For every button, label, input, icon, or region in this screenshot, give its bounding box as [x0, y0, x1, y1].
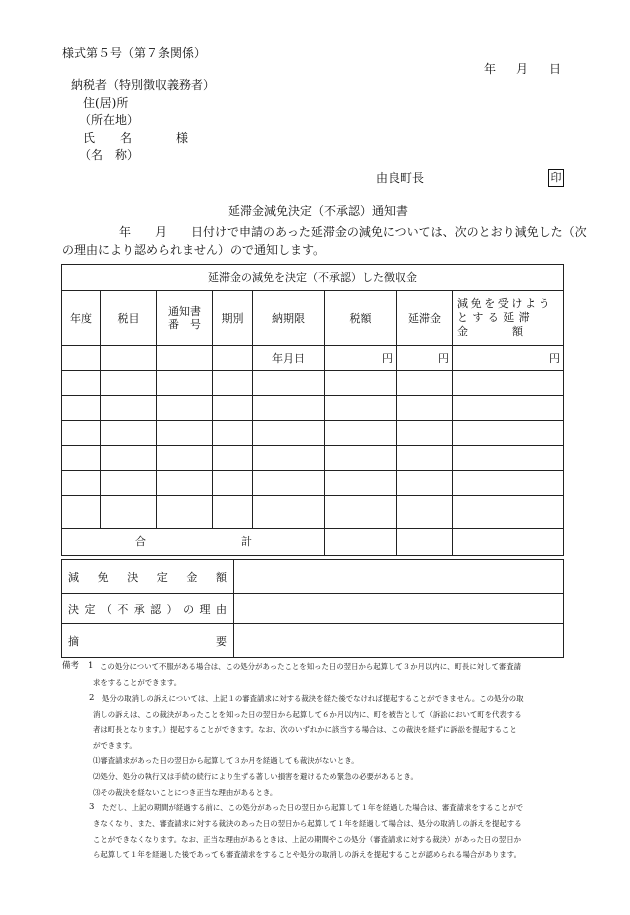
- remarks-value: [234, 624, 564, 658]
- table-row: [62, 471, 564, 496]
- recipient-entity-label: （名 称）: [79, 148, 140, 162]
- note-2-item-1: ⑴審査請求があった日の翌日から起算して３か月を経過しても裁決がないとき。: [93, 756, 359, 766]
- note-3-line-d: ら起算して１年を経過した後であっても審査請求をすることや処分の取消しの訴えを提起することが認められる場合があります。: [93, 850, 521, 860]
- table-row: [62, 396, 564, 421]
- decision-amount-value: [234, 560, 564, 594]
- col-late-fee: 延滞金: [397, 291, 453, 346]
- notes-section: [62, 659, 582, 863]
- decision-reason-value: [234, 594, 564, 624]
- col-tax-amount: 税額: [325, 291, 397, 346]
- note-1-number: 1: [88, 661, 94, 671]
- note-1-line-a: この処分について不服がある場合は、この処分があったことを知った日の翌日から起算して３か月以内に、町長に対して審査請: [100, 662, 522, 671]
- note-2-line-c: 者は町長となります。）提起することができます。なお、次のいずれかに該当する場合は、この裁決を経ずに訴訟を提起すること: [93, 725, 517, 735]
- col-reduction-line-1: 減免を受けよう: [457, 297, 553, 310]
- note-2-line-b: 消しの訴えは、この裁決があったことを知った日の翌日から起算して６か月以内に、町を被告として（訴訟において町を代表する: [93, 709, 522, 719]
- note-2-item-3: ⑶その裁決を経ないことにつき正当な理由があるとき。: [93, 787, 278, 797]
- unit-date: 年月日: [253, 346, 325, 371]
- unit-yen-reduction: 円: [453, 346, 564, 371]
- date-month-label: 月: [516, 62, 529, 76]
- table-row: [62, 346, 564, 371]
- col-period: 期別: [213, 291, 253, 346]
- table-row: [62, 421, 564, 446]
- note-2-number: 2: [89, 692, 95, 703]
- col-reduction-amount: [453, 291, 564, 346]
- col-notice-number: [157, 291, 213, 346]
- table-row: [62, 371, 564, 396]
- recipient-location-label: （所在地）: [79, 113, 140, 127]
- total-label: [62, 529, 325, 556]
- intro-line-2: の理由により認められません）ので通知します。: [62, 243, 326, 257]
- col-reduction-line-2: とする延滞: [457, 311, 534, 324]
- col-fiscal-year: 年度: [62, 291, 101, 346]
- decision-table: [61, 559, 564, 658]
- note-3-line-b: きなくなり、また、審査請求に対する裁決のあった日の翌日から起算して１年を経過して場合は、処分の取消しの訴えを提起する: [93, 819, 522, 829]
- col-tax-item: 税目: [101, 291, 157, 346]
- table-caption: 延滞金の減免を決定（不承認）した徴収金: [62, 265, 564, 291]
- document-title: 延滞金減免決定（不承認）通知書: [228, 204, 409, 218]
- notes-label: 備考: [62, 661, 80, 671]
- table-row: [62, 496, 564, 529]
- note-3-number: 3: [89, 802, 95, 813]
- remarks-label: 摘 要: [62, 624, 234, 658]
- collection-table: [61, 264, 564, 556]
- recipient-header: 納税者（特別徴収義務者）: [71, 78, 216, 92]
- recipient-name-label-2: 名: [120, 131, 133, 145]
- col-reduction-line-3: 金 額: [457, 325, 523, 338]
- unit-yen-tax: 円: [325, 346, 397, 371]
- seal-mark: 印: [548, 169, 564, 187]
- col-notice-number-line-2: 番 号: [168, 318, 201, 331]
- recipient-name-label-1: 氏: [83, 131, 96, 145]
- form-number: 様式第５号（第７条関係）: [62, 46, 207, 60]
- note-3-line-c: ことができなくなります。なお、正当な理由があるときは、上記の期間やこの処分（審査請求に対する裁決）があった日の翌日か: [93, 834, 521, 844]
- col-due-date: 納期限: [253, 291, 325, 346]
- total-row: [62, 529, 564, 556]
- unit-yen-late-fee: 円: [397, 346, 453, 371]
- col-notice-number-line-1: 通知書: [168, 305, 201, 318]
- note-3-line-a: ただし、上記の期間が経過する前に、この処分があった日の翌日から起算して１年を経過した場合は、審査請求をすることがで: [102, 803, 524, 813]
- total-label-char-1: 合: [135, 535, 146, 548]
- recipient-address-label: 住(居)所: [83, 96, 129, 110]
- note-1-line-b: 求をすることができます。: [93, 678, 182, 687]
- table-row: [62, 446, 564, 471]
- date-year-label: 年: [484, 62, 497, 76]
- note-2-line-a: 処分の取消しの訴えについては、上記１の審査請求に対する裁決を経た後でなければ提起することができません。この処分の取: [102, 693, 524, 703]
- intro-line-1: 年 月 日付けで申請のあった延滞金の減免については、次のとおり減免した（次: [119, 225, 587, 239]
- decision-reason-label: 決 定 （ 不 承 認 ） の 理 由: [62, 594, 234, 624]
- total-label-char-2: 計: [241, 535, 252, 548]
- note-2-line-d: ができます。: [93, 740, 137, 750]
- note-2-item-2: ⑵処分、処分の執行又は手続の続行により生ずる著しい損害を避けるため緊急の必要があるとき。: [93, 771, 418, 781]
- decision-amount-label: 減 免 決 定 金 額: [62, 560, 234, 594]
- mayor-name: 由良町長: [376, 171, 425, 185]
- recipient-honorific: 様: [176, 131, 189, 145]
- date-day-label: 日: [549, 62, 562, 76]
